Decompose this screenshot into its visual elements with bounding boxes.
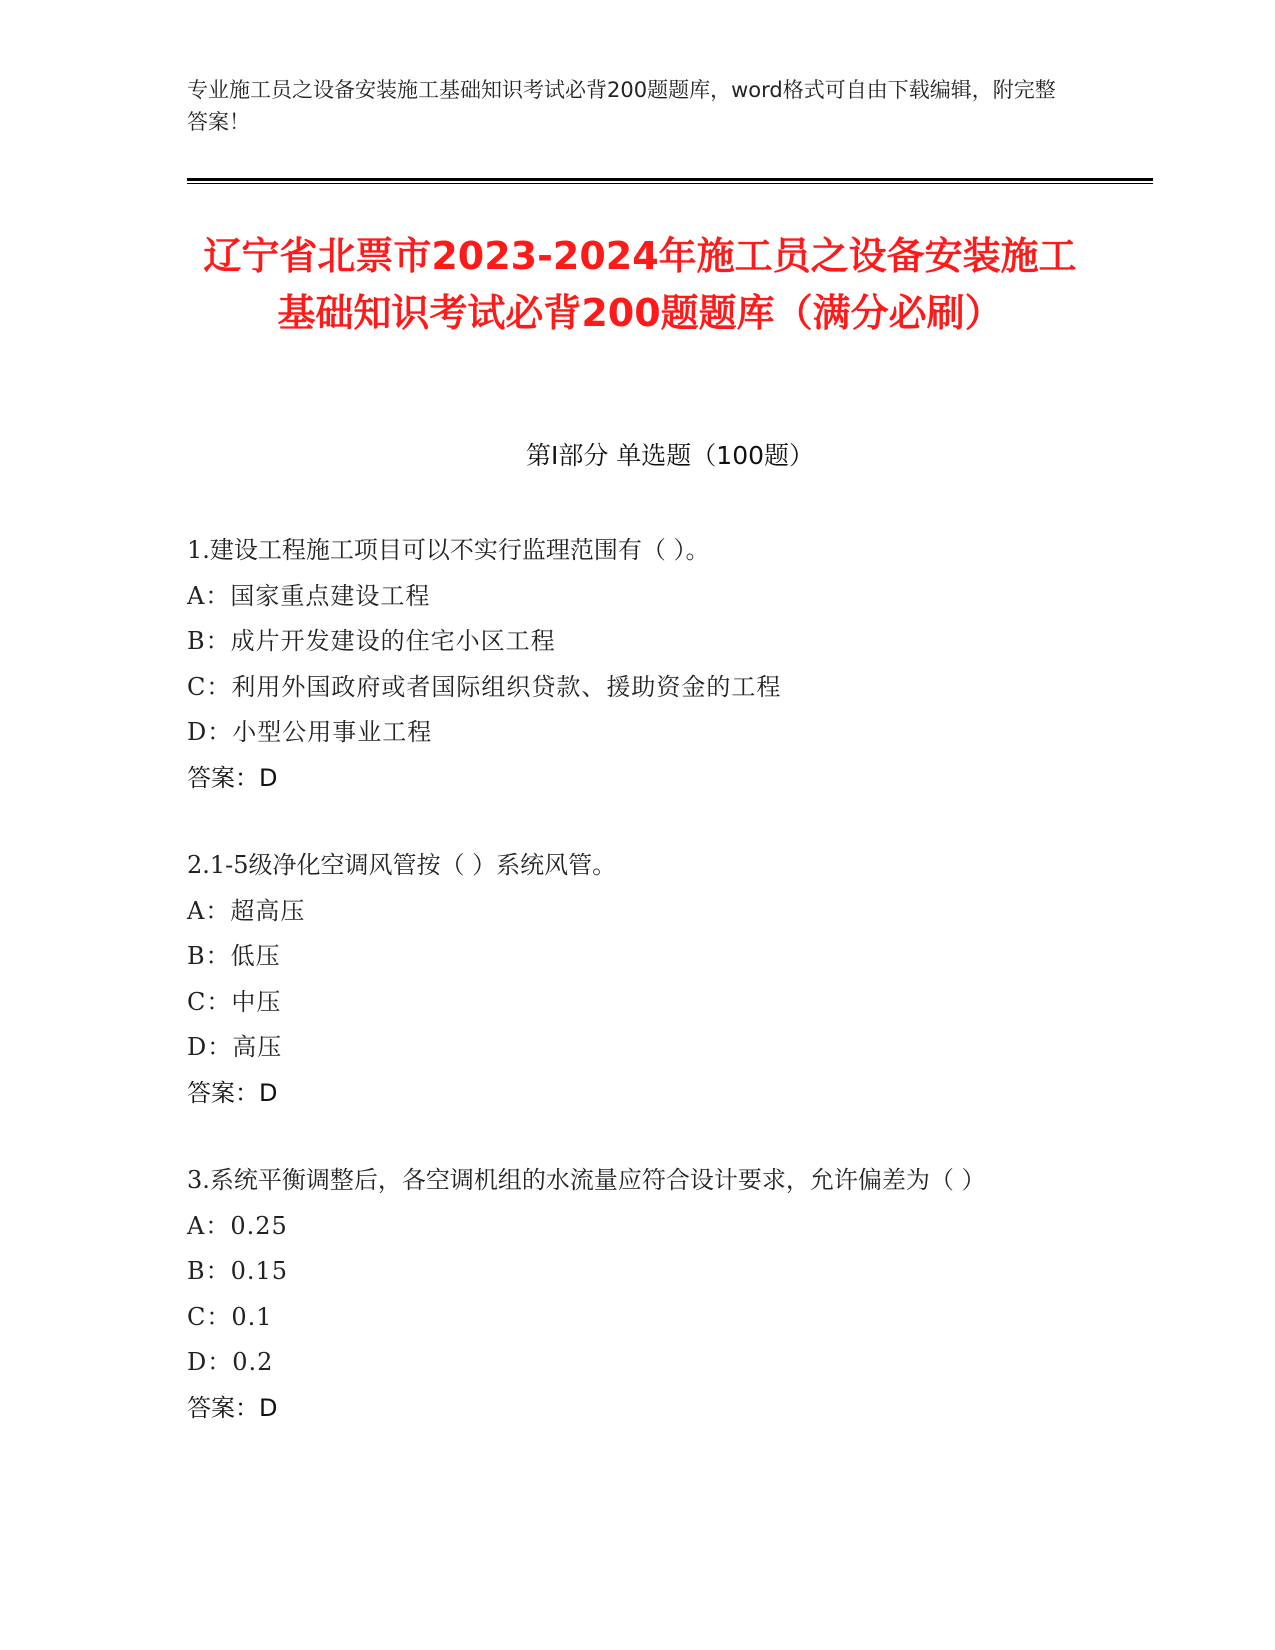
question-1	[187, 528, 1067, 801]
option-a: A：0.25	[187, 1211, 288, 1240]
header-rule-thick	[187, 178, 1153, 181]
answer: 答案：D	[187, 763, 278, 792]
document-title: 辽宁省北票市2023-2024年施工员之设备安装施工基础知识考试必背200题题库（满分必刷）	[203, 234, 1077, 335]
answer: 答案：D	[187, 1393, 278, 1422]
option-c: C：中压	[187, 987, 282, 1016]
option-a: A：国家重点建设工程	[187, 581, 431, 610]
question-list	[187, 528, 1067, 1473]
option-b: B：0.15	[187, 1257, 289, 1285]
question-stem: 3.系统平衡调整后，各空调机组的水流量应符合设计要求，允许偏差为（ ）	[187, 1166, 986, 1194]
section-title: 第Ⅰ部分 单选题（100题）	[525, 441, 815, 470]
question-stem: 2.1-5级净化空调风管按（ ）系统风管。	[187, 851, 617, 879]
option-b: B：成片开发建设的住宅小区工程	[187, 627, 556, 655]
option-c: C：0.1	[187, 1302, 273, 1331]
header-rule-thin	[187, 183, 1153, 184]
option-d: D：小型公用事业工程	[187, 718, 433, 746]
option-d: D：0.2	[187, 1348, 274, 1376]
option-b: B：低压	[187, 942, 281, 970]
option-c: C：利用外国政府或者国际组织贷款、援助资金的工程	[187, 672, 782, 701]
option-a: A：超高压	[187, 896, 306, 925]
question-3	[187, 1158, 1067, 1431]
option-d: D：高压	[187, 1033, 283, 1061]
answer: 答案：D	[187, 1078, 278, 1107]
question-stem: 1.建设工程施工项目可以不实行监理范围有（ ）。	[187, 536, 710, 564]
question-2	[187, 843, 1067, 1116]
header-note: 专业施工员之设备安装施工基础知识考试必背200题题库，word格式可自由下载编辑，附完整答案！	[187, 78, 1056, 134]
